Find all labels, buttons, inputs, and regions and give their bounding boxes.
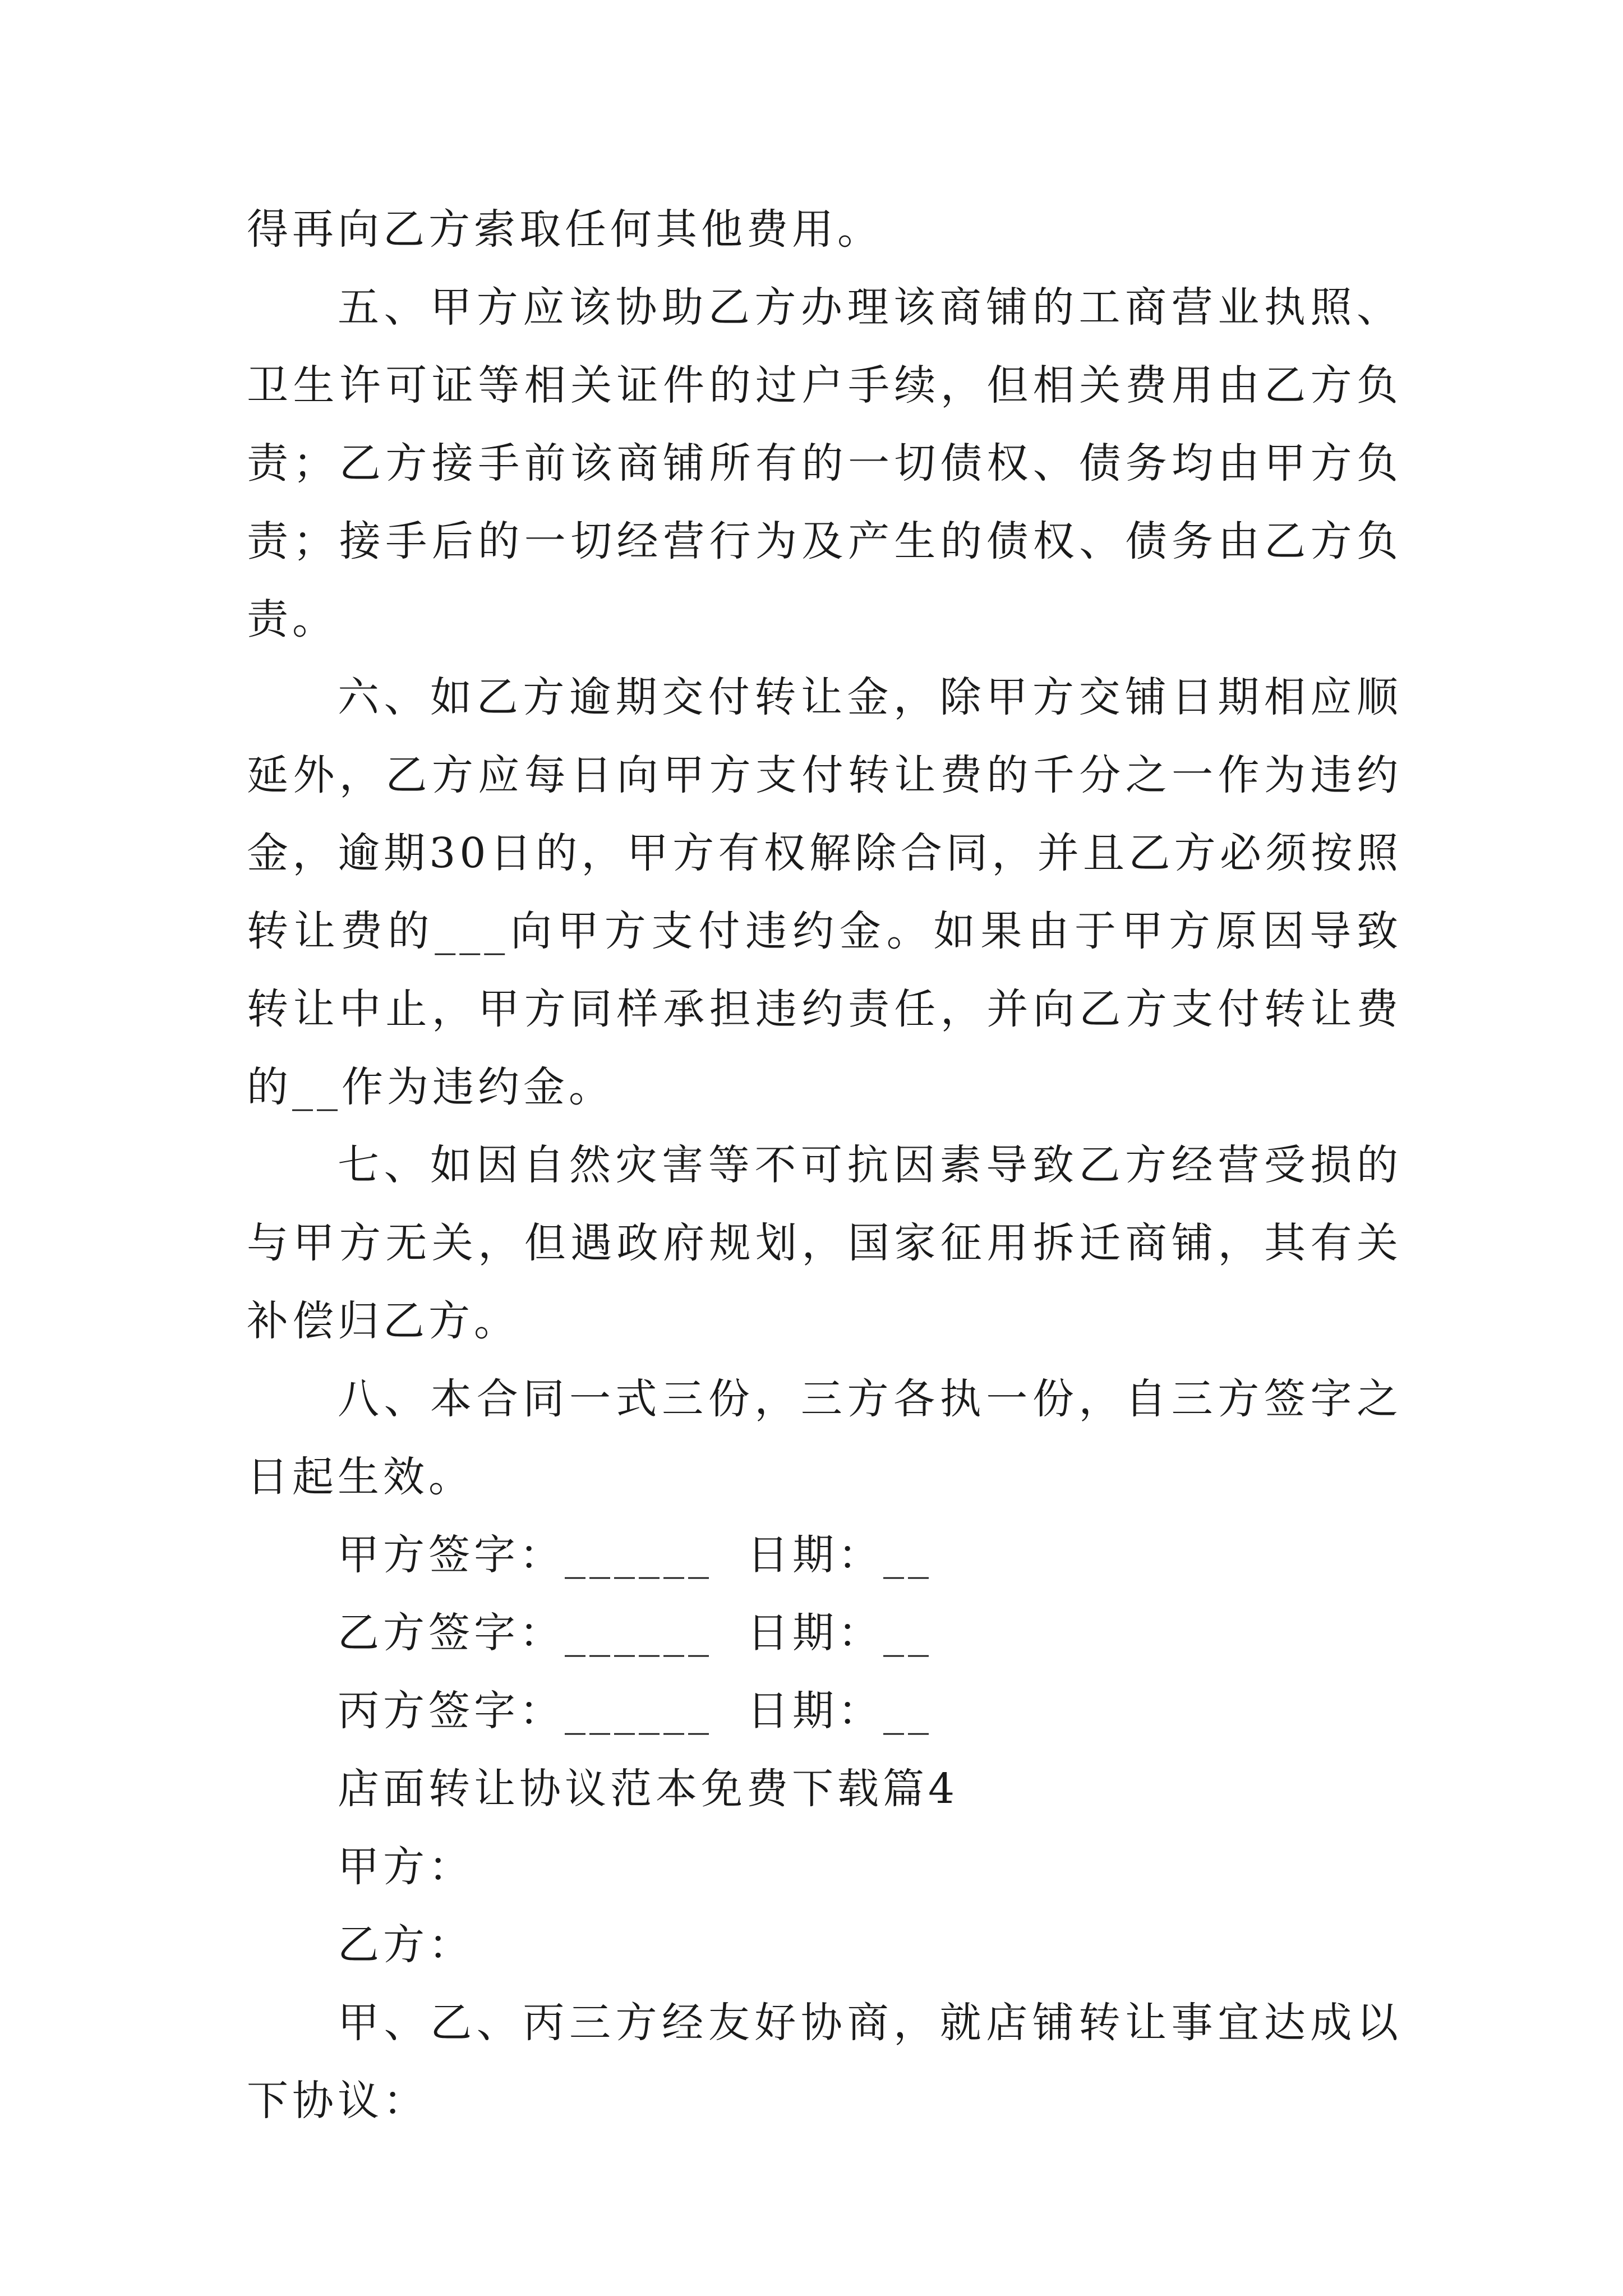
clause-six: 六、如乙方逾期交付转让金，除甲方交铺日期相应顺延外，乙方应每日向甲方支付转让费的千分之一作为违约金，逾期30日的，甲方有权解除合同，并且乙方必须按照 转让费的___向甲方支付违约金。如果由于甲方原因导致转让中止，甲方同样承担违约责任，并向乙方支付转让费的__作为违约金。 <box>247 673 1402 1111</box>
signature-line-party-a <box>247 1516 1402 1594</box>
date-label: 日期： <box>747 1687 884 1735</box>
clause-eight: 八、本合同一式三份，三方各执一份，自三方签字之日起生效。 <box>247 1375 1402 1501</box>
document-body <box>247 191 1402 2140</box>
date-blank: __ <box>883 1531 933 1579</box>
date-label: 日期： <box>747 1531 884 1579</box>
signature-label: 丙方签字： <box>338 1687 565 1735</box>
agreement-intro: 甲、乙、丙三方经友好协商，就店铺转让事宜达成以下协议： <box>247 1999 1402 2125</box>
section-title: 店面转让协议范本免费下载篇4 <box>338 1765 959 1813</box>
signature-blank: ______ <box>565 1687 713 1735</box>
party-b-line: 乙方： <box>338 1921 474 1969</box>
signature-label: 甲方签字： <box>338 1531 565 1579</box>
date-label: 日期： <box>747 1609 884 1657</box>
signature-line-party-b <box>247 1594 1402 1672</box>
paragraph-continuation: 得再向乙方索取任何其他费用。 <box>247 205 883 254</box>
clause-seven: 七、如因自然灾害等不可抗因素导致乙方经营受损的与甲方无关，但遇政府规划，国家征用拆迁商铺，其有关补偿归乙方。 <box>247 1141 1402 1345</box>
clause-five: 五、甲方应该协助乙方办理该商铺的工商营业执照、卫生许可证等相关证件的过户手续，但相关费用由乙方负责；乙方接手前该商铺所有的一切债权、债务均由甲方负责；接手后的一切经营行为及产生的债权、债务由乙方负责。 <box>247 283 1402 643</box>
signature-line-party-c <box>247 1672 1402 1750</box>
date-blank: __ <box>883 1609 933 1657</box>
signature-blank: ______ <box>565 1609 713 1657</box>
date-blank: __ <box>883 1687 933 1735</box>
signature-blank: ______ <box>565 1531 713 1579</box>
signature-label: 乙方签字： <box>338 1609 565 1657</box>
party-a-line: 甲方： <box>338 1843 474 1891</box>
